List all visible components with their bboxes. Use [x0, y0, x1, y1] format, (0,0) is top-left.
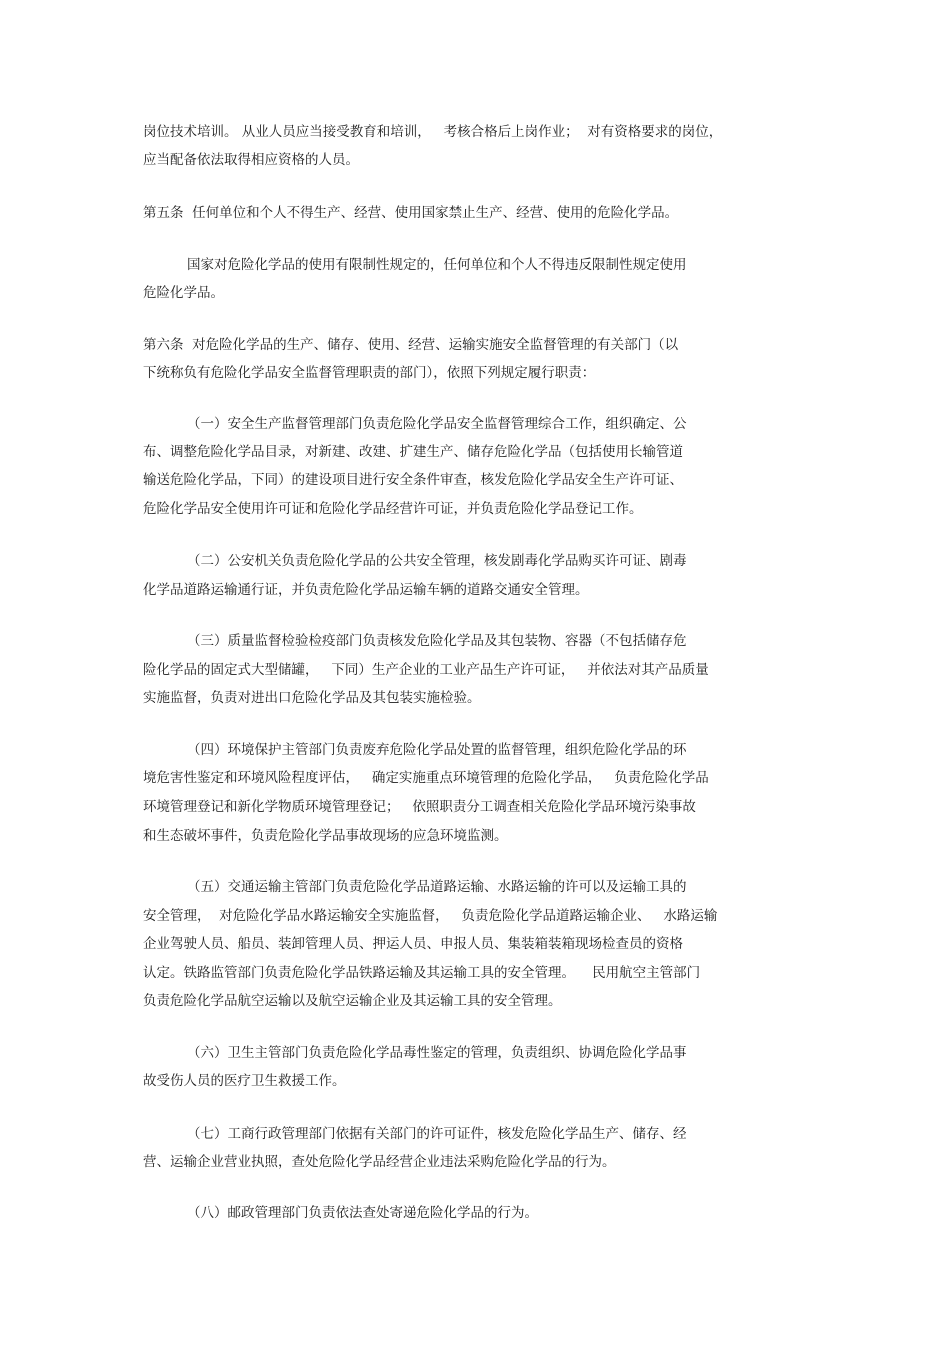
article-6-heading: 第六条 对危险化学品的生产、储存、使用、经营、运输实施安全监督管理的有关部门（以: [143, 337, 679, 353]
text-line: 实施监督，负责对进出口危险化学品及其包装实施检验。: [143, 690, 481, 706]
text-line: 下统称负有危险化学品安全监督管理职责的部门），依照下列规定履行职责：: [143, 365, 596, 381]
item-3-start: （三）质量监督检验检疫部门负责核发危险化学品及其包装物、容器（不包括储存危: [187, 633, 687, 649]
text-line: 应当配备依法取得相应资格的人员。: [143, 152, 359, 168]
item-6-start: （六）卫生主管部门负责危险化学品毒性鉴定的管理，负责组织、协调危险化学品事: [187, 1045, 687, 1061]
text-line: 营、运输企业营业执照，查处危险化学品经营企业违法采购危险化学品的行为。: [143, 1154, 616, 1170]
text-line: 和生态破坏事件，负责危险化学品事故现场的应急环境监测。: [143, 828, 508, 844]
text-line: 认定。铁路监管部门负责危险化学品铁路运输及其运输工具的安全管理。 民用航空主管部门: [143, 965, 701, 981]
item-8-start: （八）邮政管理部门负责依法查处寄递危险化学品的行为。: [187, 1205, 538, 1221]
text-line: 故受伤人员的医疗卫生救援工作。: [143, 1073, 346, 1089]
item-7-start: （七）工商行政管理部门依据有关部门的许可证件，核发危险化学品生产、储存、经: [187, 1126, 687, 1142]
text-line: 安全管理， 对危险化学品水路运输安全实施监督， 负责危险化学品道路运输企业、 水路运输: [143, 908, 718, 924]
text-line: 负责危险化学品航空运输以及航空运输企业及其运输工具的安全管理。: [143, 993, 562, 1009]
text-line: 岗位技术培训。 从业人员应当接受教育和培训， 考核合格后上岗作业； 对有资格要求的岗位，: [143, 124, 723, 140]
text-line: 环境管理登记和新化学物质环境管理登记； 依照职责分工调查相关危险化学品环境污染事故: [143, 799, 696, 815]
article-5-heading: 第五条 任何单位和个人不得生产、经营、使用国家禁止生产、经营、使用的危险化学品。: [143, 205, 679, 221]
text-line: 化学品道路运输通行证，并负责危险化学品运输车辆的道路交通安全管理。: [143, 582, 589, 598]
item-5-start: （五）交通运输主管部门负责危险化学品道路运输、水路运输的许可以及运输工具的: [187, 879, 687, 895]
item-1-start: （一）安全生产监督管理部门负责危险化学品安全监督管理综合工作，组织确定、公: [187, 416, 687, 432]
item-2-start: （二）公安机关负责危险化学品的公共安全管理，核发剧毒化学品购买许可证、剧毒: [187, 553, 687, 569]
text-line: 企业驾驶人员、船员、装卸管理人员、押运人员、申报人员、集装箱装箱现场检查员的资格: [143, 936, 683, 952]
text-line: 危险化学品。: [143, 285, 224, 301]
text-line: 险化学品的固定式大型储罐， 下同）生产企业的工业产品生产许可证， 并依法对其产品质量: [143, 662, 709, 678]
item-4-start: （四）环境保护主管部门负责废弃危险化学品处置的监督管理，组织危险化学品的环: [187, 742, 687, 758]
text-line: 国家对危险化学品的使用有限制性规定的，任何单位和个人不得违反限制性规定使用: [187, 257, 687, 273]
text-line: 布、调整危险化学品目录，对新建、改建、扩建生产、储存危险化学品（包括使用长输管道: [143, 444, 683, 460]
text-line: 输送危险化学品，下同）的建设项目进行安全条件审查，核发危险化学品安全生产许可证、: [143, 472, 683, 488]
text-line: 境危害性鉴定和环境风险程度评估， 确定实施重点环境管理的危险化学品， 负责危险化学品: [143, 770, 709, 786]
text-line: 危险化学品安全使用许可证和危险化学品经营许可证，并负责危险化学品登记工作。: [143, 501, 643, 517]
